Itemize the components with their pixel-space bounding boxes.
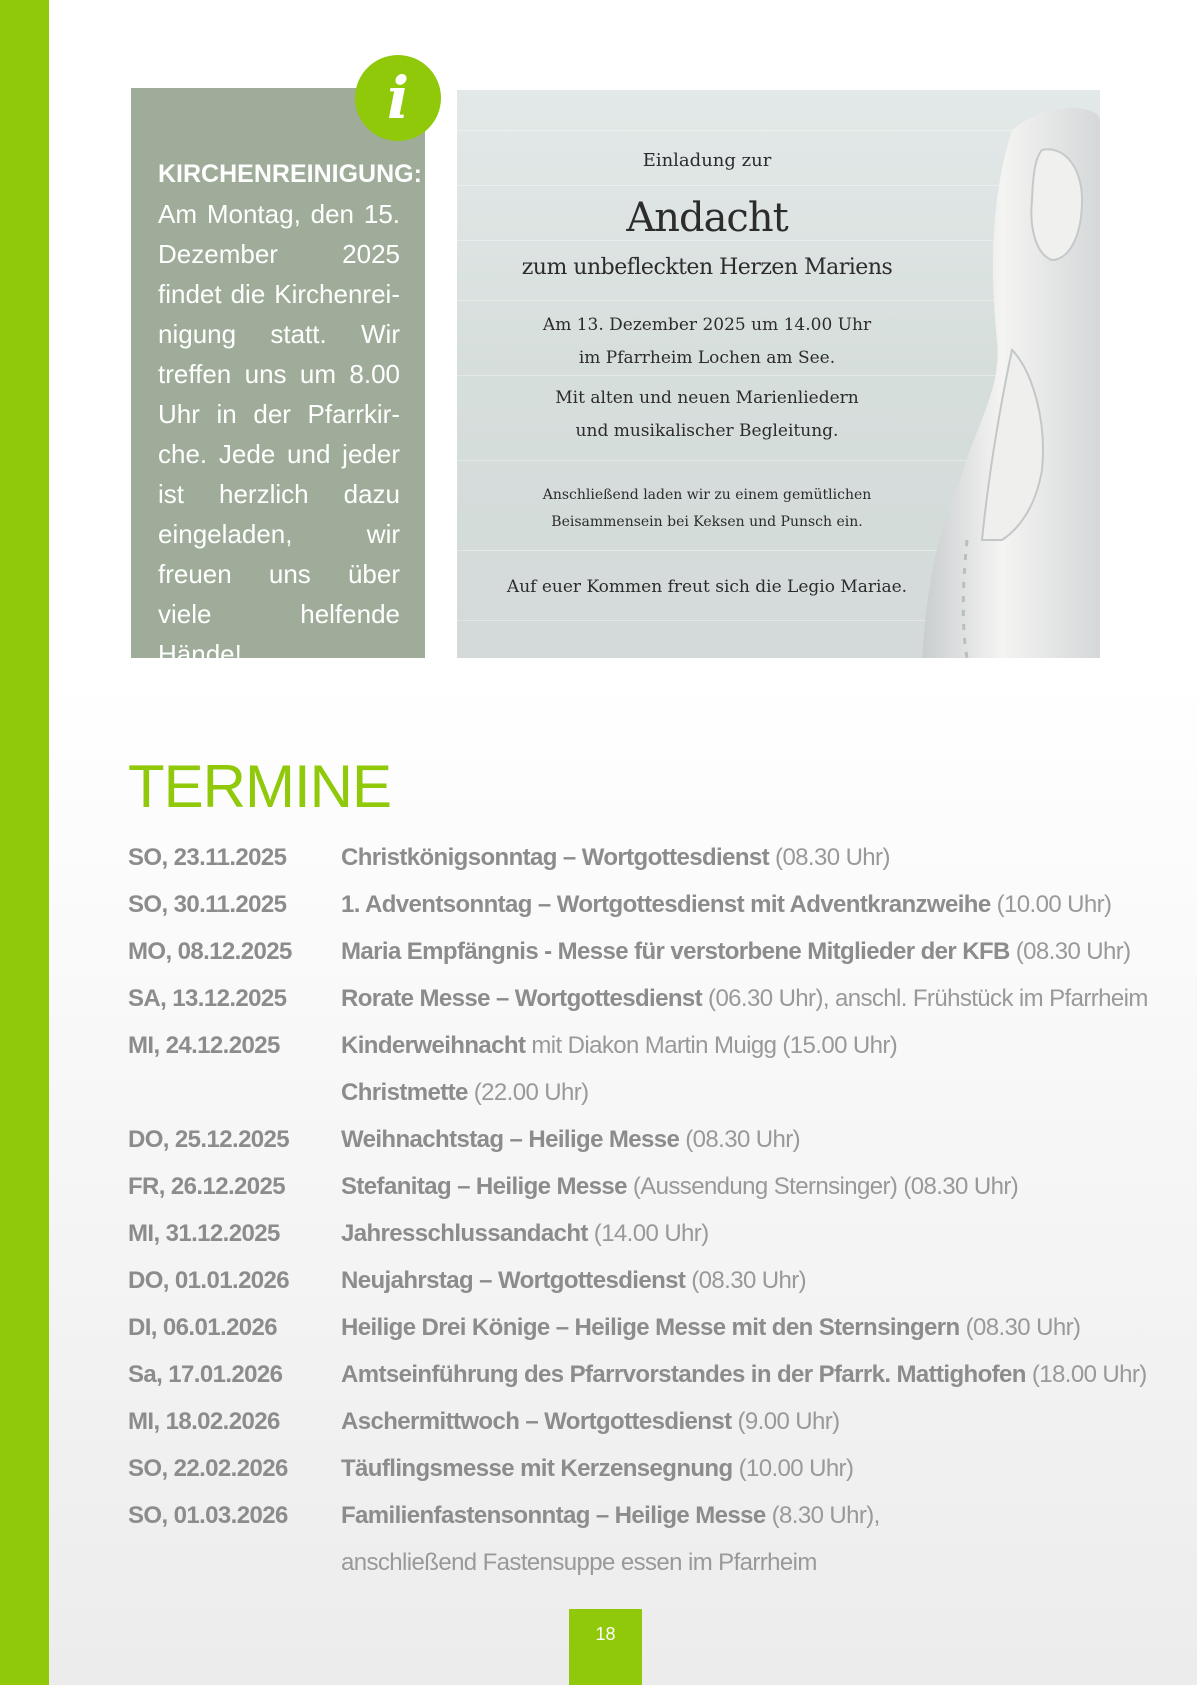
termin-detail: mit Diakon Martin Muigg (15.00 Uhr) [531,1031,898,1059]
info-box [131,88,425,669]
termin-event: Aschermittwoch – Wortgottesdienst [341,1407,732,1435]
termin-detail: (08.30 Uhr) [691,1266,807,1294]
termin-detail: (08.30 Uhr) [965,1313,1081,1341]
termin-date: DO, 01.01.2026 [128,1266,290,1294]
side-accent-bar [0,0,49,1685]
termin-event: Christmette [341,1078,468,1106]
termin-event: Neujahrstag – Wortgottesdienst [341,1266,686,1294]
termin-detail: (18.00 Uhr) [1031,1360,1147,1388]
flyer-line: Beisammensein bei Keksen und Punsch ein. [551,514,863,530]
termin-detail: (22.00 Uhr) [473,1078,589,1106]
termin-date: SA, 13.12.2025 [128,984,287,1012]
termin-row [128,1022,1188,1069]
termin-date: SO, 01.03.2026 [128,1501,288,1529]
termin-event: Kinderweihnacht [341,1031,526,1059]
info-box-text: Am Montag, den 15. Dezember 2025 findet die Kirchenreinigung statt. Wir treffen uns um 8.00 Uhr in der Pfarrkirche. Jede und jeder ist herzlich dazu eingeladen, wir freuen uns über viele helfende Hände! [158,199,400,669]
termine-heading: TERMINE [128,753,391,820]
info-box-title: KIRCHENREINIGUNG: [158,160,422,188]
termin-date: FR, 26.12.2025 [128,1172,286,1200]
termin-row [128,1257,1188,1304]
termin-event: Heilige Drei Könige – Heilige Messe mit den Sternsingern [341,1313,960,1341]
termin-detail: (06.30 Uhr), anschl. Frühstück im Pfarrheim [708,984,1148,1012]
termin-row [128,975,1188,1022]
flyer-line: Auf euer Kommen freut sich die Legio Mariae. [506,577,908,597]
termin-row [128,1539,1188,1586]
termin-row [128,1304,1188,1351]
termin-detail: (9.00 Uhr) [737,1407,840,1435]
termin-date: DI, 06.01.2026 [128,1313,278,1341]
flyer-line: Anschließend laden wir zu einem gemütlichen [542,487,872,503]
termin-date: MI, 18.02.2026 [128,1407,280,1435]
mary-statue-figure [457,90,1100,658]
termin-detail: (08.30 Uhr) [1015,937,1131,965]
termin-date: SO, 22.02.2026 [128,1454,288,1482]
termin-row [128,834,1188,881]
termin-event: Jahresschlussandacht [341,1219,588,1247]
termin-row [128,1492,1188,1539]
termine-list [128,834,1188,1586]
termin-row [128,1351,1188,1398]
termin-row [128,1210,1188,1257]
termin-detail: (08.30 Uhr) [685,1125,801,1153]
flyer-title: Andacht [626,195,788,241]
termin-date: Sa, 17.01.2026 [128,1360,283,1388]
termin-row [128,1069,1188,1116]
termin-row [128,1163,1188,1210]
termin-event: Maria Empfängnis - Messe für verstorbene Mitglieder der KFB [341,937,1010,965]
termin-row [128,1116,1188,1163]
termin-event: Täuflingsmesse mit Kerzensegnung [341,1454,733,1482]
termin-event: Amtseinführung des Pfarrvorstandes in der Pfarrk. Mattighofen [341,1360,1026,1388]
termin-detail: anschließend Fastensuppe essen im Pfarrheim [341,1548,817,1576]
termin-detail: (10.00 Uhr) [996,890,1112,918]
termin-date: MO, 08.12.2025 [128,937,292,965]
termin-date: SO, 30.11.2025 [128,890,287,918]
termin-detail: (Aussendung Sternsinger) (08.30 Uhr) [632,1172,1019,1200]
termin-date: MI, 24.12.2025 [128,1031,280,1059]
flyer-line: Mit alten und neuen Marienliedern [555,388,859,408]
termin-event: Familienfastensonntag – Heilige Messe [341,1501,766,1529]
termin-date: SO, 23.11.2025 [128,843,287,871]
termin-detail: (08.30 Uhr) [775,843,890,871]
termin-row [128,928,1188,975]
andacht-flyer-image [457,90,1100,658]
termin-event: Weihnachtstag – Heilige Messe [341,1125,680,1153]
flyer-line: Am 13. Dezember 2025 um 14.00 Uhr [542,315,872,335]
termin-event: Christkönigsonntag – Wortgottesdienst [341,843,770,871]
termin-date: DO, 25.12.2025 [128,1125,290,1153]
info-icon: i [355,55,441,141]
flyer-line: und musikalischer Begleitung. [575,421,839,441]
termin-row [128,1398,1188,1445]
page-number: 18 [569,1609,642,1685]
termin-row [128,1445,1188,1492]
termin-event: Rorate Messe – Wortgottesdienst [341,984,703,1012]
termin-event: Stefanitag – Heilige Messe [341,1172,627,1200]
termin-date: MI, 31.12.2025 [128,1219,280,1247]
flyer-subtitle: zum unbefleckten Herzen Mariens [521,255,893,280]
termin-detail: (14.00 Uhr) [593,1219,709,1247]
flyer-line: im Pfarrheim Lochen am See. [578,348,836,368]
termin-event: 1. Adventsonntag – Wortgottesdienst mit Adventkranzweihe [341,890,991,918]
flyer-invitation: Einladung zur [642,150,772,171]
termin-row [128,881,1188,928]
termin-detail: (10.00 Uhr) [738,1454,854,1482]
termin-detail: (8.30 Uhr), [771,1501,880,1529]
